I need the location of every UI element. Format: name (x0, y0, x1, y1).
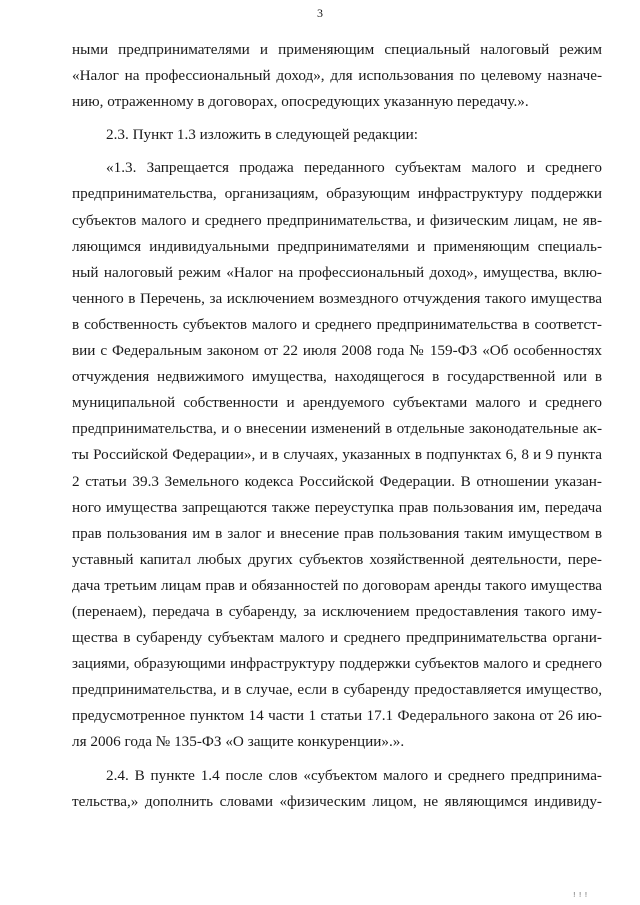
text-line: «Налог на профессиональный доход», для использования по целевому назначе- (72, 67, 602, 85)
text-line: зациями, образующими инфраструктуру поддержки субъектов малого и среднего (72, 655, 602, 673)
text-line: щества в субаренду субъектам малого и среднего предпринимательства органи- (72, 629, 602, 647)
text-line: отчуждения недвижимого имущества, находящегося в государственной или в (72, 368, 602, 386)
text-line: предпринимательства, организациям, образующим инфраструктуру поддержки (72, 185, 602, 203)
paragraph-gap (72, 756, 602, 763)
text-line: ный налоговый режим «Налог на профессиональный доход», имущества, вклю- (72, 263, 602, 281)
text-line: ными предпринимателями и применяющим специальный налоговый режим (72, 41, 602, 58)
document-body (72, 37, 602, 815)
text-line: предусмотренное пунктом 14 части 1 статьи 17.1 Федерального закона от 26 ию- (72, 707, 602, 725)
text-line: предпринимательства, и в случае, если в субаренду предоставляется имущество, (72, 681, 602, 699)
text-line: (перенаем), передача в субаренду, за исключением предоставления такого иму- (72, 602, 602, 620)
text-line: муниципальной собственности и арендуемого субъектами малого и среднего (72, 394, 602, 412)
text-line: 2.3. Пункт 1.3 изложить в следующей редакции: (106, 126, 419, 144)
footer-mark: ! ! ! (573, 892, 588, 899)
text-line: субъектов малого и среднего предпринимательства, и физическим лицам, не яв- (72, 211, 602, 229)
text-line: уставный капитал любых других субъектов хозяйственной деятельности, пере- (72, 550, 602, 568)
text-line: нию, отраженному в договорах, опосредующих указанную передачу.». (72, 93, 529, 111)
text-line: вии с Федеральным законом от 22 июля 2008 года № 159-ФЗ «Об особенностях (72, 342, 602, 360)
page-number: 3 (317, 6, 323, 20)
text-line: 2 статьи 39.3 Земельного кодекса Российской Федерации. В отношении указан- (72, 472, 602, 490)
text-line: в собственность субъектов малого и среднего предпринимательства в соответст- (72, 315, 602, 333)
paragraph-gap (72, 115, 602, 122)
text-line: тельства,» дополнить словами «физическим лицом, не являющимся индивиду- (72, 792, 602, 810)
text-line: ля 2006 года № 135-ФЗ «О защите конкуренции».». (72, 733, 405, 751)
text-line: ты Российской Федерации», и в случаях, указанных в подпунктах 6, 8 и 9 пункта (72, 446, 602, 464)
text-line: ляющимся индивидуальными предпринимателями и применяющим специаль- (72, 237, 602, 255)
text-line: дача третьим лицам прав и обязанностей по договорам аренды такого имущества (72, 576, 602, 594)
paragraph-gap (72, 148, 602, 155)
text-line: предпринимательства, и о внесении изменений в отдельные законодательные ак- (72, 420, 602, 438)
text-line: прав пользования им в залог и внесение прав пользования таким имуществом в (72, 524, 602, 542)
text-line: 2.4. В пункте 1.4 после слов «субъектом малого и среднего предпринима- (106, 766, 602, 784)
text-line: «1.3. Запрещается продажа переданного субъектам малого и среднего (106, 159, 602, 177)
text-line: ного имущества запрещаются также переуступка прав пользования им, передача (72, 498, 602, 516)
text-line: ченного в Перечень, за исключением возмездного отчуждения такого имущества (72, 289, 602, 307)
